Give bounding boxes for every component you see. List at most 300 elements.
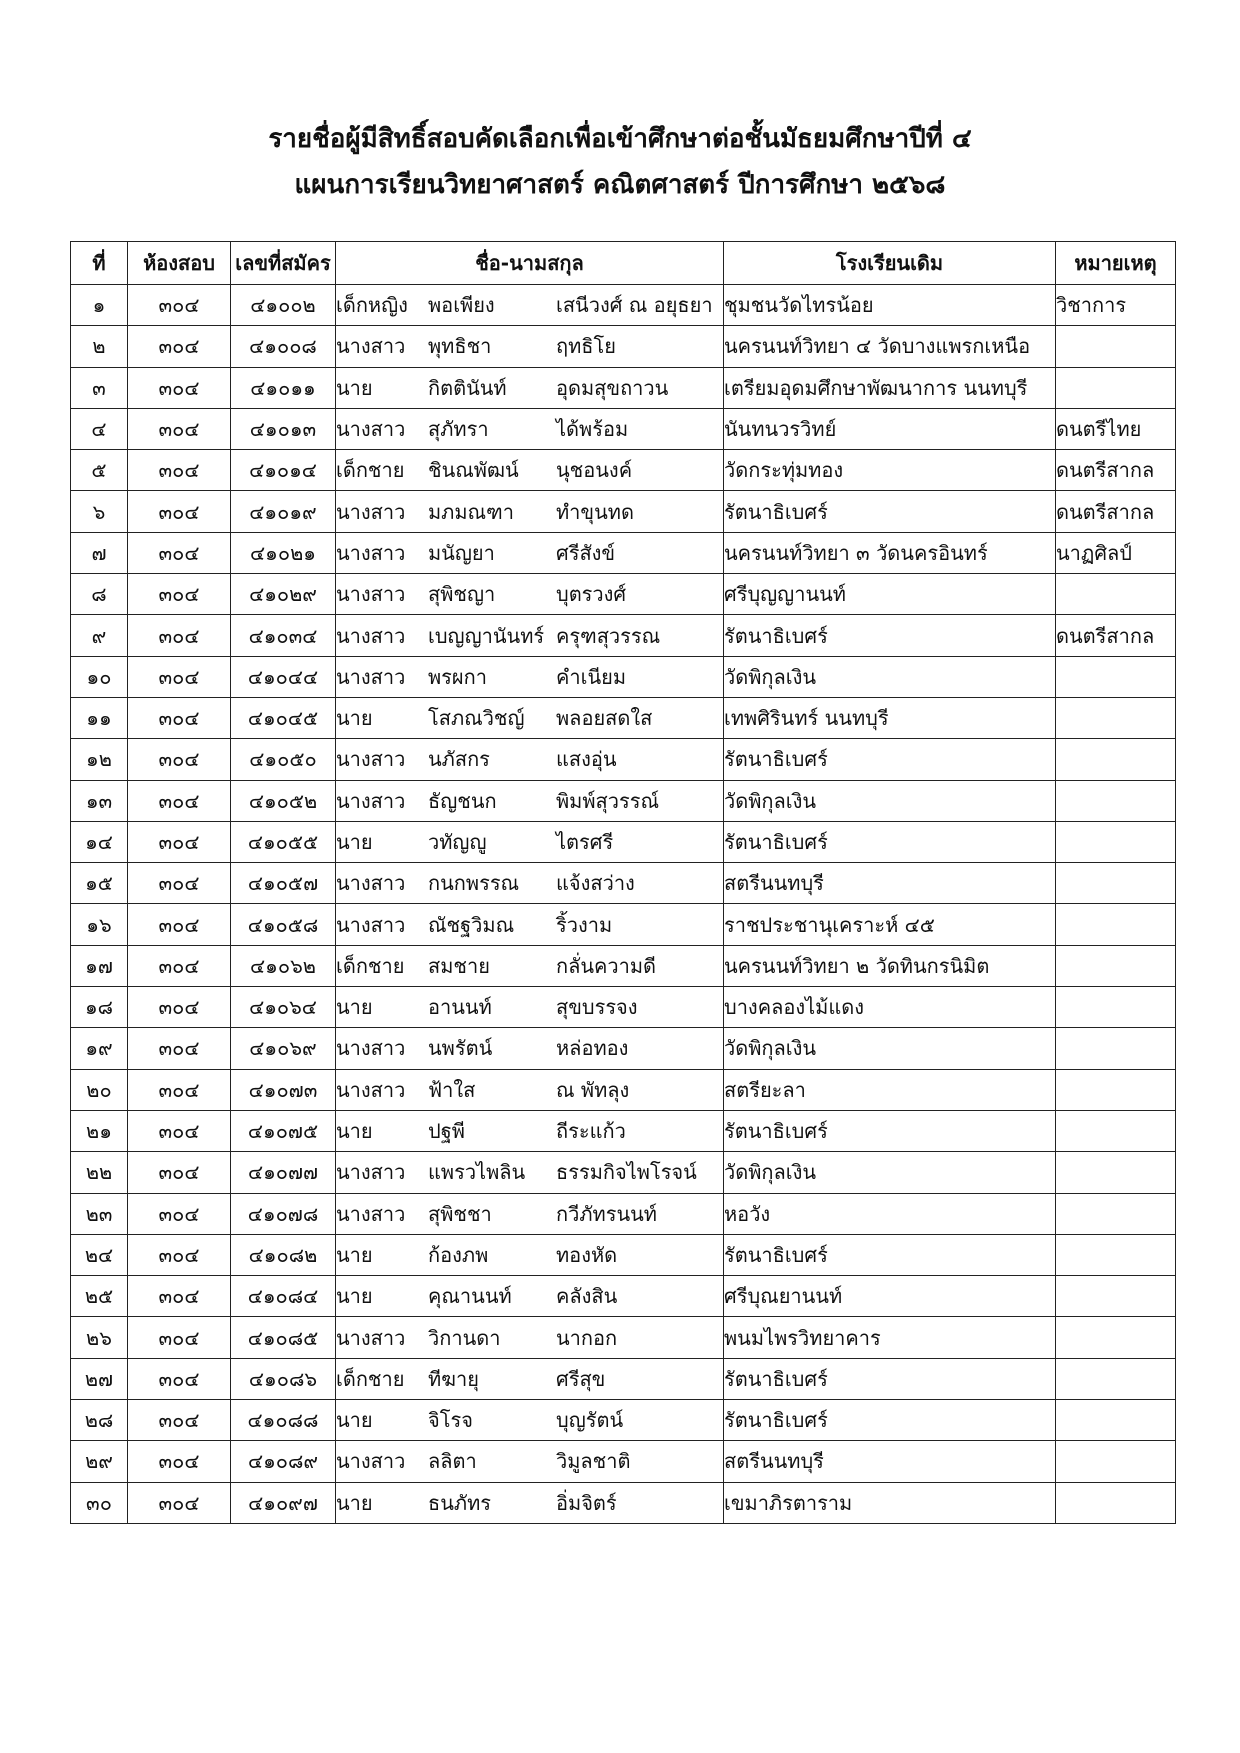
table-row	[71, 491, 1176, 532]
cell-no: ๒	[71, 326, 128, 367]
cell-note	[1056, 1317, 1176, 1358]
cell-room: ๓๐๔	[128, 656, 231, 697]
cell-room: ๓๐๔	[128, 1069, 231, 1110]
first-name: ปฐพี	[428, 1119, 465, 1144]
cell-name	[336, 1193, 724, 1234]
first-name: ฟ้าใส	[428, 1077, 476, 1102]
first-name: พุทธิชา	[428, 334, 492, 359]
first-name: สุพิชญา	[428, 582, 496, 607]
last-name: ริ้วงาม	[556, 912, 613, 937]
cell-note	[1056, 1276, 1176, 1317]
table-row	[71, 367, 1176, 408]
cell-app-no: ๔๑๐๗๗	[231, 1152, 336, 1193]
first-name: โสภณวิชญ์	[428, 706, 525, 731]
cell-school: สตรีนนทบุรี	[724, 863, 1056, 904]
table-row	[71, 1152, 1176, 1193]
last-name: กลั่นความดี	[556, 953, 657, 978]
table-row	[71, 987, 1176, 1028]
cell-note	[1056, 1069, 1176, 1110]
table-row	[71, 532, 1176, 573]
cell-note	[1056, 1234, 1176, 1275]
cell-name	[336, 326, 724, 367]
cell-no: ๑๕	[71, 863, 128, 904]
first-name: พรผกา	[428, 664, 487, 689]
cell-room: ๓๐๔	[128, 780, 231, 821]
table-row	[71, 697, 1176, 738]
cell-app-no: ๔๑๐๗๕	[231, 1110, 336, 1151]
last-name: กวีภัทรนนท์	[556, 1201, 657, 1226]
cell-no: ๓	[71, 367, 128, 408]
cell-school: รัตนาธิเบศร์	[724, 1110, 1056, 1151]
cell-app-no: ๔๑๐๘๙	[231, 1441, 336, 1482]
cell-no: ๒๖	[71, 1317, 128, 1358]
cell-name	[336, 285, 724, 326]
name-prefix: นาย	[336, 1119, 373, 1144]
first-name: วทัญญู	[428, 830, 487, 854]
cell-note	[1056, 367, 1176, 408]
document-subtitle: แผนการเรียนวิทยาศาสตร์ คณิตศาสตร์ ปีการศึกษา ๒๕๖๘	[294, 170, 946, 200]
table-row	[71, 1317, 1176, 1358]
name-prefix: นางสาว	[336, 1201, 406, 1226]
cell-no: ๓๐	[71, 1482, 128, 1523]
cell-no: ๒๒	[71, 1152, 128, 1193]
cell-school: รัตนาธิเบศร์	[724, 1234, 1056, 1275]
header-school: โรงเรียนเดิม	[724, 242, 1056, 285]
cell-app-no: ๔๑๐๕๐	[231, 739, 336, 780]
candidate-table	[70, 241, 1176, 1524]
last-name: แสงอุ่น	[556, 747, 617, 772]
name-prefix: นางสาว	[336, 1160, 406, 1185]
cell-note	[1056, 656, 1176, 697]
cell-school: นครนนท์วิทยา ๓ วัดนครอินทร์	[724, 532, 1056, 573]
name-prefix: นาย	[336, 1242, 373, 1267]
cell-room: ๓๐๔	[128, 615, 231, 656]
cell-room: ๓๐๔	[128, 1276, 231, 1317]
table-row	[71, 1482, 1176, 1523]
first-name: สมชาย	[428, 953, 490, 978]
cell-app-no: ๔๑๐๘๔	[231, 1276, 336, 1317]
last-name: บุญรัตน์	[556, 1408, 624, 1433]
cell-note	[1056, 574, 1176, 615]
cell-name	[336, 1110, 724, 1151]
first-name: นภัสกร	[428, 747, 490, 772]
cell-app-no: ๔๑๐๗๓	[231, 1069, 336, 1110]
cell-room: ๓๐๔	[128, 945, 231, 986]
cell-room: ๓๐๔	[128, 285, 231, 326]
cell-no: ๔	[71, 408, 128, 449]
cell-name	[336, 1482, 724, 1523]
cell-app-no: ๔๑๐๘๒	[231, 1234, 336, 1275]
cell-note	[1056, 1110, 1176, 1151]
name-prefix: เด็กหญิง	[336, 293, 408, 318]
cell-note	[1056, 1028, 1176, 1069]
cell-note: ดนตรีไทย	[1056, 408, 1176, 449]
header-name: ชื่อ-นามสกุล	[336, 242, 724, 285]
table-row	[71, 1358, 1176, 1399]
table-row	[71, 1234, 1176, 1275]
cell-no: ๑	[71, 285, 128, 326]
cell-name	[336, 904, 724, 945]
cell-app-no: ๔๑๐๖๔	[231, 987, 336, 1028]
name-prefix: เด็กชาย	[336, 1366, 405, 1391]
name-prefix: นางสาว	[336, 788, 406, 813]
cell-no: ๒๘	[71, 1400, 128, 1441]
name-prefix: นาย	[336, 830, 373, 854]
cell-room: ๓๐๔	[128, 1152, 231, 1193]
last-name: นุชอนงค์	[556, 458, 633, 483]
cell-name	[336, 1276, 724, 1317]
cell-note: ดนตรีสากล	[1056, 491, 1176, 532]
cell-app-no: ๔๑๐๘๕	[231, 1317, 336, 1358]
name-prefix: นาย	[336, 1490, 373, 1515]
cell-no: ๒๐	[71, 1069, 128, 1110]
cell-school: สตรีนนทบุรี	[724, 1441, 1056, 1482]
first-name: นพรัตน์	[428, 1036, 493, 1061]
header-no: ที่	[71, 242, 128, 285]
last-name: หล่อทอง	[556, 1036, 629, 1061]
name-prefix: นางสาว	[336, 582, 406, 607]
last-name: ฤทธิโย	[556, 334, 616, 359]
cell-school: วัดพิกุลเงิน	[724, 656, 1056, 697]
header-app-no: เลขที่สมัคร	[231, 242, 336, 285]
cell-room: ๓๐๔	[128, 1317, 231, 1358]
first-name: ลลิตา	[428, 1449, 477, 1474]
last-name: สุขบรรจง	[556, 995, 638, 1020]
last-name: วิมูลชาติ	[556, 1449, 631, 1474]
cell-note	[1056, 1193, 1176, 1234]
table-row	[71, 945, 1176, 986]
first-name: จิโรจ	[428, 1408, 473, 1433]
last-name: อิ่มจิตร์	[556, 1490, 617, 1515]
cell-room: ๓๐๔	[128, 987, 231, 1028]
first-name: ณัชฐวิมณ	[428, 912, 515, 937]
cell-room: ๓๐๔	[128, 326, 231, 367]
cell-room: ๓๐๔	[128, 697, 231, 738]
last-name: บุตรวงศ์	[556, 582, 627, 607]
first-name: พอเพียง	[428, 293, 495, 318]
name-prefix: นาย	[336, 706, 373, 731]
cell-app-no: ๔๑๐๘๘	[231, 1400, 336, 1441]
cell-room: ๓๐๔	[128, 408, 231, 449]
cell-app-no: ๔๑๐๕๗	[231, 863, 336, 904]
table-row	[71, 821, 1176, 862]
cell-app-no: ๔๑๐๕๘	[231, 904, 336, 945]
name-prefix: นางสาว	[336, 1449, 406, 1474]
document-title: รายชื่อผู้มีสิทธิ์สอบคัดเลือกเพื่อเข้าศึกษาต่อชั้นมัธยมศึกษาปีที่ ๔	[268, 124, 972, 154]
cell-school: เทพศิรินทร์ นนทบุรี	[724, 697, 1056, 738]
cell-school: วัดพิกุลเงิน	[724, 1152, 1056, 1193]
last-name: เสนีวงศ์ ณ อยุธยา	[556, 293, 713, 318]
cell-school: นันทนวรวิทย์	[724, 408, 1056, 449]
cell-name	[336, 987, 724, 1028]
name-prefix: เด็กชาย	[336, 458, 405, 483]
table-row	[71, 285, 1176, 326]
cell-no: ๑๒	[71, 739, 128, 780]
cell-name	[336, 697, 724, 738]
table-body	[71, 285, 1176, 1524]
cell-no: ๑๖	[71, 904, 128, 945]
last-name: ไตรศรี	[556, 830, 614, 854]
cell-app-no: ๔๑๐๑๙	[231, 491, 336, 532]
cell-name	[336, 1317, 724, 1358]
cell-school: รัตนาธิเบศร์	[724, 615, 1056, 656]
cell-no: ๒๕	[71, 1276, 128, 1317]
cell-note	[1056, 1358, 1176, 1399]
cell-app-no: ๔๑๐๘๖	[231, 1358, 336, 1399]
cell-school: รัตนาธิเบศร์	[724, 1358, 1056, 1399]
name-prefix: นางสาว	[336, 623, 406, 648]
cell-app-no: ๔๑๐๕๕	[231, 821, 336, 862]
cell-app-no: ๔๑๐๖๙	[231, 1028, 336, 1069]
first-name: อานนท์	[428, 995, 492, 1020]
last-name: คลังสิน	[556, 1284, 618, 1309]
cell-school: ศรีบุญญานนท์	[724, 574, 1056, 615]
last-name: ศรีสุข	[556, 1366, 606, 1391]
cell-name	[336, 532, 724, 573]
cell-note: วิชาการ	[1056, 285, 1176, 326]
first-name: แพรวไพลิน	[428, 1160, 526, 1185]
table-row	[71, 863, 1176, 904]
table-row	[71, 1193, 1176, 1234]
cell-name	[336, 863, 724, 904]
cell-no: ๑๘	[71, 987, 128, 1028]
cell-school: ราชประชานุเคราะห์ ๔๕	[724, 904, 1056, 945]
last-name: ครุฑสุวรรณ	[556, 623, 661, 648]
cell-note	[1056, 739, 1176, 780]
cell-note: ดนตรีสากล	[1056, 615, 1176, 656]
cell-name	[336, 739, 724, 780]
cell-app-no: ๔๑๐๐๘	[231, 326, 336, 367]
cell-no: ๒๓	[71, 1193, 128, 1234]
table-row	[71, 1400, 1176, 1441]
cell-app-no: ๔๑๐๒๑	[231, 532, 336, 573]
cell-room: ๓๐๔	[128, 1441, 231, 1482]
cell-school: เขมาภิรตาราม	[724, 1482, 1056, 1523]
cell-no: ๑๔	[71, 821, 128, 862]
cell-no: ๕	[71, 450, 128, 491]
first-name: ก้องภพ	[428, 1242, 489, 1267]
cell-no: ๑๓	[71, 780, 128, 821]
cell-name	[336, 450, 724, 491]
header-room: ห้องสอบ	[128, 242, 231, 285]
cell-note	[1056, 945, 1176, 986]
cell-name	[336, 1069, 724, 1110]
last-name: นากอก	[556, 1325, 618, 1350]
table-row	[71, 326, 1176, 367]
cell-school: หอวัง	[724, 1193, 1056, 1234]
first-name: กนกพรรณ	[428, 871, 520, 896]
cell-app-no: ๔๑๐๖๒	[231, 945, 336, 986]
cell-school: รัตนาธิเบศร์	[724, 1400, 1056, 1441]
name-prefix: นางสาว	[336, 1325, 406, 1350]
cell-school: ชุมชนวัดไทรน้อย	[724, 285, 1056, 326]
cell-school: วัดพิกุลเงิน	[724, 780, 1056, 821]
name-prefix: นาย	[336, 995, 373, 1020]
cell-room: ๓๐๔	[128, 821, 231, 862]
cell-app-no: ๔๑๐๑๓	[231, 408, 336, 449]
name-prefix: นางสาว	[336, 417, 406, 442]
last-name: ถีระแก้ว	[556, 1119, 626, 1144]
name-prefix: เด็กชาย	[336, 953, 405, 978]
cell-note	[1056, 1482, 1176, 1523]
table-row	[71, 615, 1176, 656]
cell-room: ๓๐๔	[128, 532, 231, 573]
name-prefix: นางสาว	[336, 540, 406, 565]
last-name: คำเนียม	[556, 664, 627, 689]
cell-app-no: ๔๑๐๙๗	[231, 1482, 336, 1523]
cell-name	[336, 574, 724, 615]
cell-name	[336, 656, 724, 697]
first-name: ทีฆายุ	[428, 1366, 479, 1391]
first-name: กิตตินันท์	[428, 375, 507, 400]
cell-school: พนมไพรวิทยาคาร	[724, 1317, 1056, 1358]
cell-app-no: ๔๑๐๗๘	[231, 1193, 336, 1234]
first-name: ธัญชนก	[428, 788, 497, 813]
table-row	[71, 450, 1176, 491]
last-name: พิมพ์สุวรรณ์	[556, 788, 660, 813]
cell-school: วัดพิกุลเงิน	[724, 1028, 1056, 1069]
cell-name	[336, 1358, 724, 1399]
last-name: ทำขุนทด	[556, 499, 634, 524]
last-name: พลอยสดใส	[556, 706, 653, 731]
cell-room: ๓๐๔	[128, 1110, 231, 1151]
name-prefix: นางสาว	[336, 334, 406, 359]
cell-no: ๒๑	[71, 1110, 128, 1151]
cell-room: ๓๐๔	[128, 904, 231, 945]
cell-no: ๗	[71, 532, 128, 573]
cell-name	[336, 1400, 724, 1441]
cell-no: ๒๔	[71, 1234, 128, 1275]
cell-name	[336, 615, 724, 656]
cell-school: นครนนท์วิทยา ๒ วัดทินกรนิมิต	[724, 945, 1056, 986]
cell-name	[336, 491, 724, 532]
cell-room: ๓๐๔	[128, 450, 231, 491]
first-name: มภมณฑา	[428, 499, 514, 524]
name-prefix: นาย	[336, 1284, 373, 1309]
name-prefix: นางสาว	[336, 871, 406, 896]
first-name: ธนภัทร	[428, 1490, 491, 1515]
cell-room: ๓๐๔	[128, 1234, 231, 1275]
last-name: ธรรมกิจไพโรจน์	[556, 1160, 697, 1185]
table-row	[71, 739, 1176, 780]
first-name: วิกานดา	[428, 1325, 501, 1350]
cell-app-no: ๔๑๐๐๒	[231, 285, 336, 326]
header-note: หมายเหตุ	[1056, 242, 1176, 285]
cell-no: ๑๐	[71, 656, 128, 697]
cell-name	[336, 945, 724, 986]
last-name: ทองหัด	[556, 1242, 618, 1267]
last-name: อุดมสุขถาวน	[556, 375, 669, 400]
first-name: เบญญานันทร์	[428, 623, 545, 648]
last-name: แจ้งสว่าง	[556, 871, 635, 896]
cell-room: ๓๐๔	[128, 1482, 231, 1523]
table-row	[71, 780, 1176, 821]
cell-app-no: ๔๑๐๕๒	[231, 780, 336, 821]
table-row	[71, 1276, 1176, 1317]
cell-no: ๑๙	[71, 1028, 128, 1069]
cell-note: นาฏศิลป์	[1056, 532, 1176, 573]
table-header	[71, 242, 1176, 285]
first-name: ชินณพัฒน์	[428, 458, 519, 483]
cell-note	[1056, 863, 1176, 904]
cell-note	[1056, 1400, 1176, 1441]
cell-name	[336, 1152, 724, 1193]
cell-school: นครนนท์วิทยา ๔ วัดบางแพรกเหนือ	[724, 326, 1056, 367]
table-row	[71, 1110, 1176, 1151]
cell-room: ๓๐๔	[128, 574, 231, 615]
table-row	[71, 904, 1176, 945]
cell-school: สตรียะลา	[724, 1069, 1056, 1110]
cell-no: ๒๙	[71, 1441, 128, 1482]
cell-name	[336, 408, 724, 449]
cell-room: ๓๐๔	[128, 367, 231, 408]
cell-no: ๑๑	[71, 697, 128, 738]
name-prefix: นางสาว	[336, 1036, 406, 1061]
cell-note	[1056, 1441, 1176, 1482]
cell-app-no: ๔๑๐๒๙	[231, 574, 336, 615]
cell-name	[336, 367, 724, 408]
cell-note	[1056, 821, 1176, 862]
cell-name	[336, 1234, 724, 1275]
cell-school: ศรีบุณยานนท์	[724, 1276, 1056, 1317]
first-name: สุภัทรา	[428, 417, 489, 442]
cell-name	[336, 821, 724, 862]
cell-app-no: ๔๑๐๔๕	[231, 697, 336, 738]
table-row	[71, 1028, 1176, 1069]
cell-note	[1056, 1152, 1176, 1193]
cell-note	[1056, 987, 1176, 1028]
cell-note: ดนตรีสากล	[1056, 450, 1176, 491]
cell-name	[336, 1441, 724, 1482]
cell-no: ๙	[71, 615, 128, 656]
cell-school: รัตนาธิเบศร์	[724, 739, 1056, 780]
cell-school: บางคลองไม้แดง	[724, 987, 1056, 1028]
name-prefix: นางสาว	[336, 664, 406, 689]
table-row	[71, 574, 1176, 615]
cell-note	[1056, 697, 1176, 738]
last-name: ได้พร้อม	[556, 417, 629, 442]
last-name: ศรีสังข์	[556, 540, 616, 565]
cell-app-no: ๔๑๐๔๔	[231, 656, 336, 697]
name-prefix: นางสาว	[336, 1077, 406, 1102]
cell-room: ๓๐๔	[128, 1028, 231, 1069]
first-name: มนัญยา	[428, 540, 495, 565]
cell-room: ๓๐๔	[128, 1400, 231, 1441]
cell-room: ๓๐๔	[128, 491, 231, 532]
cell-school: เตรียมอุดมศึกษาพัฒนาการ นนทบุรี	[724, 367, 1056, 408]
last-name: ณ พัทลุง	[556, 1077, 630, 1102]
name-prefix: นางสาว	[336, 747, 406, 772]
cell-room: ๓๐๔	[128, 739, 231, 780]
name-prefix: นางสาว	[336, 499, 406, 524]
cell-room: ๓๐๔	[128, 863, 231, 904]
first-name: สุพิชชา	[428, 1201, 492, 1226]
name-prefix: นาย	[336, 375, 373, 400]
cell-no: ๒๗	[71, 1358, 128, 1399]
cell-no: ๖	[71, 491, 128, 532]
table-row	[71, 1069, 1176, 1110]
cell-app-no: ๔๑๐๑๔	[231, 450, 336, 491]
cell-school: รัตนาธิเบศร์	[724, 821, 1056, 862]
name-prefix: นาย	[336, 1408, 373, 1433]
cell-note	[1056, 780, 1176, 821]
cell-no: ๑๗	[71, 945, 128, 986]
cell-name	[336, 780, 724, 821]
name-prefix: นางสาว	[336, 912, 406, 937]
cell-note	[1056, 904, 1176, 945]
cell-room: ๓๐๔	[128, 1193, 231, 1234]
cell-note	[1056, 326, 1176, 367]
